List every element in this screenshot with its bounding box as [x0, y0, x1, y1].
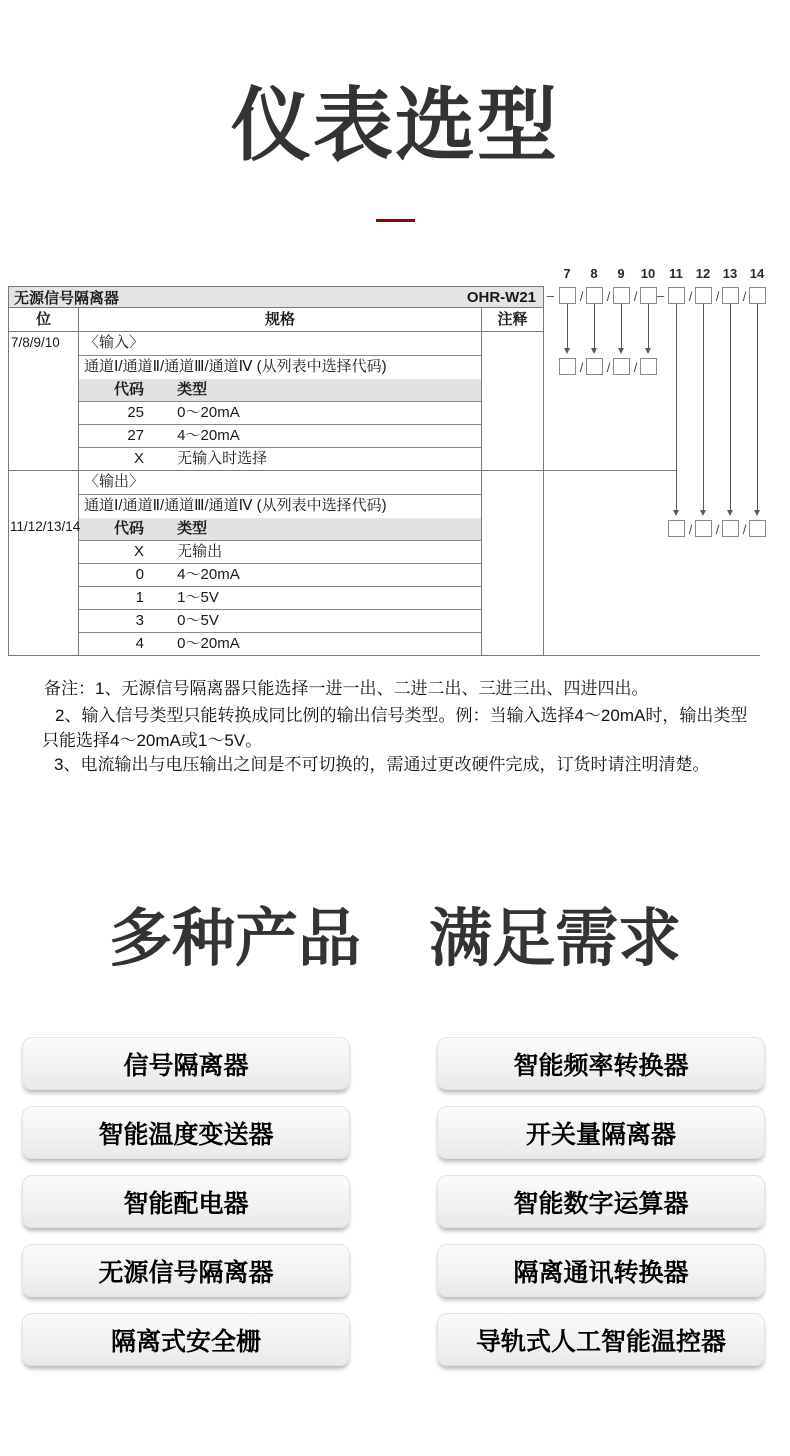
arrow-line [594, 304, 595, 348]
code-box [749, 287, 766, 304]
slash-separator: / [606, 360, 611, 375]
slash-separator: / [579, 289, 584, 304]
dash-separator: – [656, 288, 665, 303]
table-body [9, 332, 543, 656]
output-channels-row: 通道Ⅰ/通道Ⅱ/通道Ⅲ/通道Ⅳ (从列表中选择代码) [84, 497, 387, 514]
output-code-header-row [79, 518, 481, 541]
slash-separator: / [606, 289, 611, 304]
product-button-signal-isolator[interactable]: 信号隔离器 [22, 1037, 350, 1090]
input-label-row: 〈输入〉 [79, 332, 481, 356]
products-title-right: 满足需求 [429, 904, 681, 974]
product-buttons [22, 1037, 765, 1366]
code-box [559, 287, 576, 304]
note-line-3: 3、电流输出与电压输出之间是不可切换的，需通过更改硬件完成，订货时请注明清楚。 [54, 755, 710, 774]
table-row: 0 4～20mA [79, 564, 481, 587]
product-button-isolated-safety-barrier[interactable]: 隔离式安全栅 [22, 1313, 350, 1366]
product-button-distributor[interactable]: 智能配电器 [22, 1175, 350, 1228]
dash-separator: – [546, 288, 555, 303]
model-code: OHR-W21 [466, 288, 536, 306]
position-column [9, 332, 79, 656]
note-line-2: 2、输入信号类型只能转换成同比例的输出信号类型。例：当输入选择4～20mA时，输出类型只能选择4～20mA或1～5V。 [42, 706, 748, 750]
table-header-row [9, 287, 543, 308]
digit-label: 10 [640, 266, 656, 281]
type-header: 类型 [177, 520, 208, 537]
arrow-line [567, 304, 568, 348]
note-line-1: 备注：1、无源信号隔离器只能选择一进一出、二进二出、三进三出、四进四出。 [44, 679, 649, 698]
arrow-line [676, 304, 677, 510]
section-divider-line [8, 470, 677, 471]
arrow-line [703, 304, 704, 510]
code-box [640, 287, 657, 304]
product-button-passive-signal-isolator[interactable]: 无源信号隔离器 [22, 1244, 350, 1297]
col-header-note: 注释 [497, 311, 528, 328]
slash-separator: / [715, 289, 720, 304]
table-row: X 无输出 [79, 541, 481, 564]
table-row: 4 0～20mA [135, 635, 240, 652]
product-button-frequency-converter[interactable]: 智能频率转换器 [437, 1037, 765, 1090]
products-title-left: 多种产品 [109, 904, 361, 974]
slash-separator: / [579, 360, 584, 375]
table-row: 25 0～20mA [79, 402, 481, 425]
code-header: 代码 [113, 381, 144, 398]
product-button-isolated-comm-converter[interactable]: 隔离通讯转换器 [437, 1244, 765, 1297]
column-header-row [9, 308, 543, 332]
digit-label: 7 [563, 266, 571, 281]
digit-label: 8 [590, 266, 598, 281]
product-button-temperature-transmitter[interactable]: 智能温度变送器 [22, 1106, 350, 1159]
product-button-switch-isolator[interactable]: 开关量隔离器 [437, 1106, 765, 1159]
slash-separator: / [715, 522, 720, 537]
arrow-line [648, 304, 649, 348]
output-positions: 11/12/13/14 [10, 519, 81, 534]
slash-separator: / [633, 289, 638, 304]
product-button-rail-ai-temp-controller[interactable]: 导轨式人工智能温控器 [437, 1313, 765, 1366]
arrow-line [621, 304, 622, 348]
slash-separator: / [688, 289, 693, 304]
code-box [640, 358, 657, 375]
digit-label: 14 [749, 266, 765, 281]
slash-separator: / [688, 522, 693, 537]
slash-separator: / [742, 289, 747, 304]
col-header-spec: 规格 [79, 308, 482, 331]
table-bottom-line [8, 655, 760, 656]
products-title [0, 888, 790, 979]
arrow-line [730, 304, 731, 510]
model-selection-table [8, 286, 544, 656]
product-name: 无源信号隔离器 [14, 289, 120, 307]
product-button-digital-calculator[interactable]: 智能数字运算器 [437, 1175, 765, 1228]
arrow-line [757, 304, 758, 510]
table-row: 3 0～5V [79, 610, 481, 633]
code-header: 代码 [113, 520, 144, 537]
code-box [586, 287, 603, 304]
code-box [749, 520, 766, 537]
input-positions: 7/8/9/10 [11, 335, 60, 350]
type-header: 类型 [177, 381, 208, 398]
page-title: 仪表选型 [231, 81, 559, 170]
note-column [482, 332, 543, 656]
code-box [695, 287, 712, 304]
input-code-header-row [79, 379, 481, 402]
code-box [613, 287, 630, 304]
spec-column [79, 332, 482, 656]
digit-label: 13 [722, 266, 738, 281]
slash-separator: / [633, 360, 638, 375]
code-box [559, 358, 576, 375]
code-box [586, 358, 603, 375]
table-row: 1 1～5V [79, 587, 481, 610]
code-box [668, 287, 685, 304]
table-row: 27 4～20mA [79, 425, 481, 448]
digit-label: 12 [695, 266, 711, 281]
title-divider [376, 219, 415, 222]
col-header-pos: 位 [9, 308, 79, 331]
code-box [722, 287, 739, 304]
table-row: X 无输入时选择 [133, 450, 268, 467]
code-box [613, 358, 630, 375]
slash-separator: / [742, 522, 747, 537]
code-box [695, 520, 712, 537]
digit-label: 9 [617, 266, 625, 281]
digit-label: 11 [669, 266, 683, 281]
input-channels-row: 通道Ⅰ/通道Ⅱ/通道Ⅲ/通道Ⅳ (从列表中选择代码) [84, 358, 387, 375]
output-label-row: 〈输出〉 [79, 471, 481, 495]
code-box [668, 520, 685, 537]
code-box [722, 520, 739, 537]
